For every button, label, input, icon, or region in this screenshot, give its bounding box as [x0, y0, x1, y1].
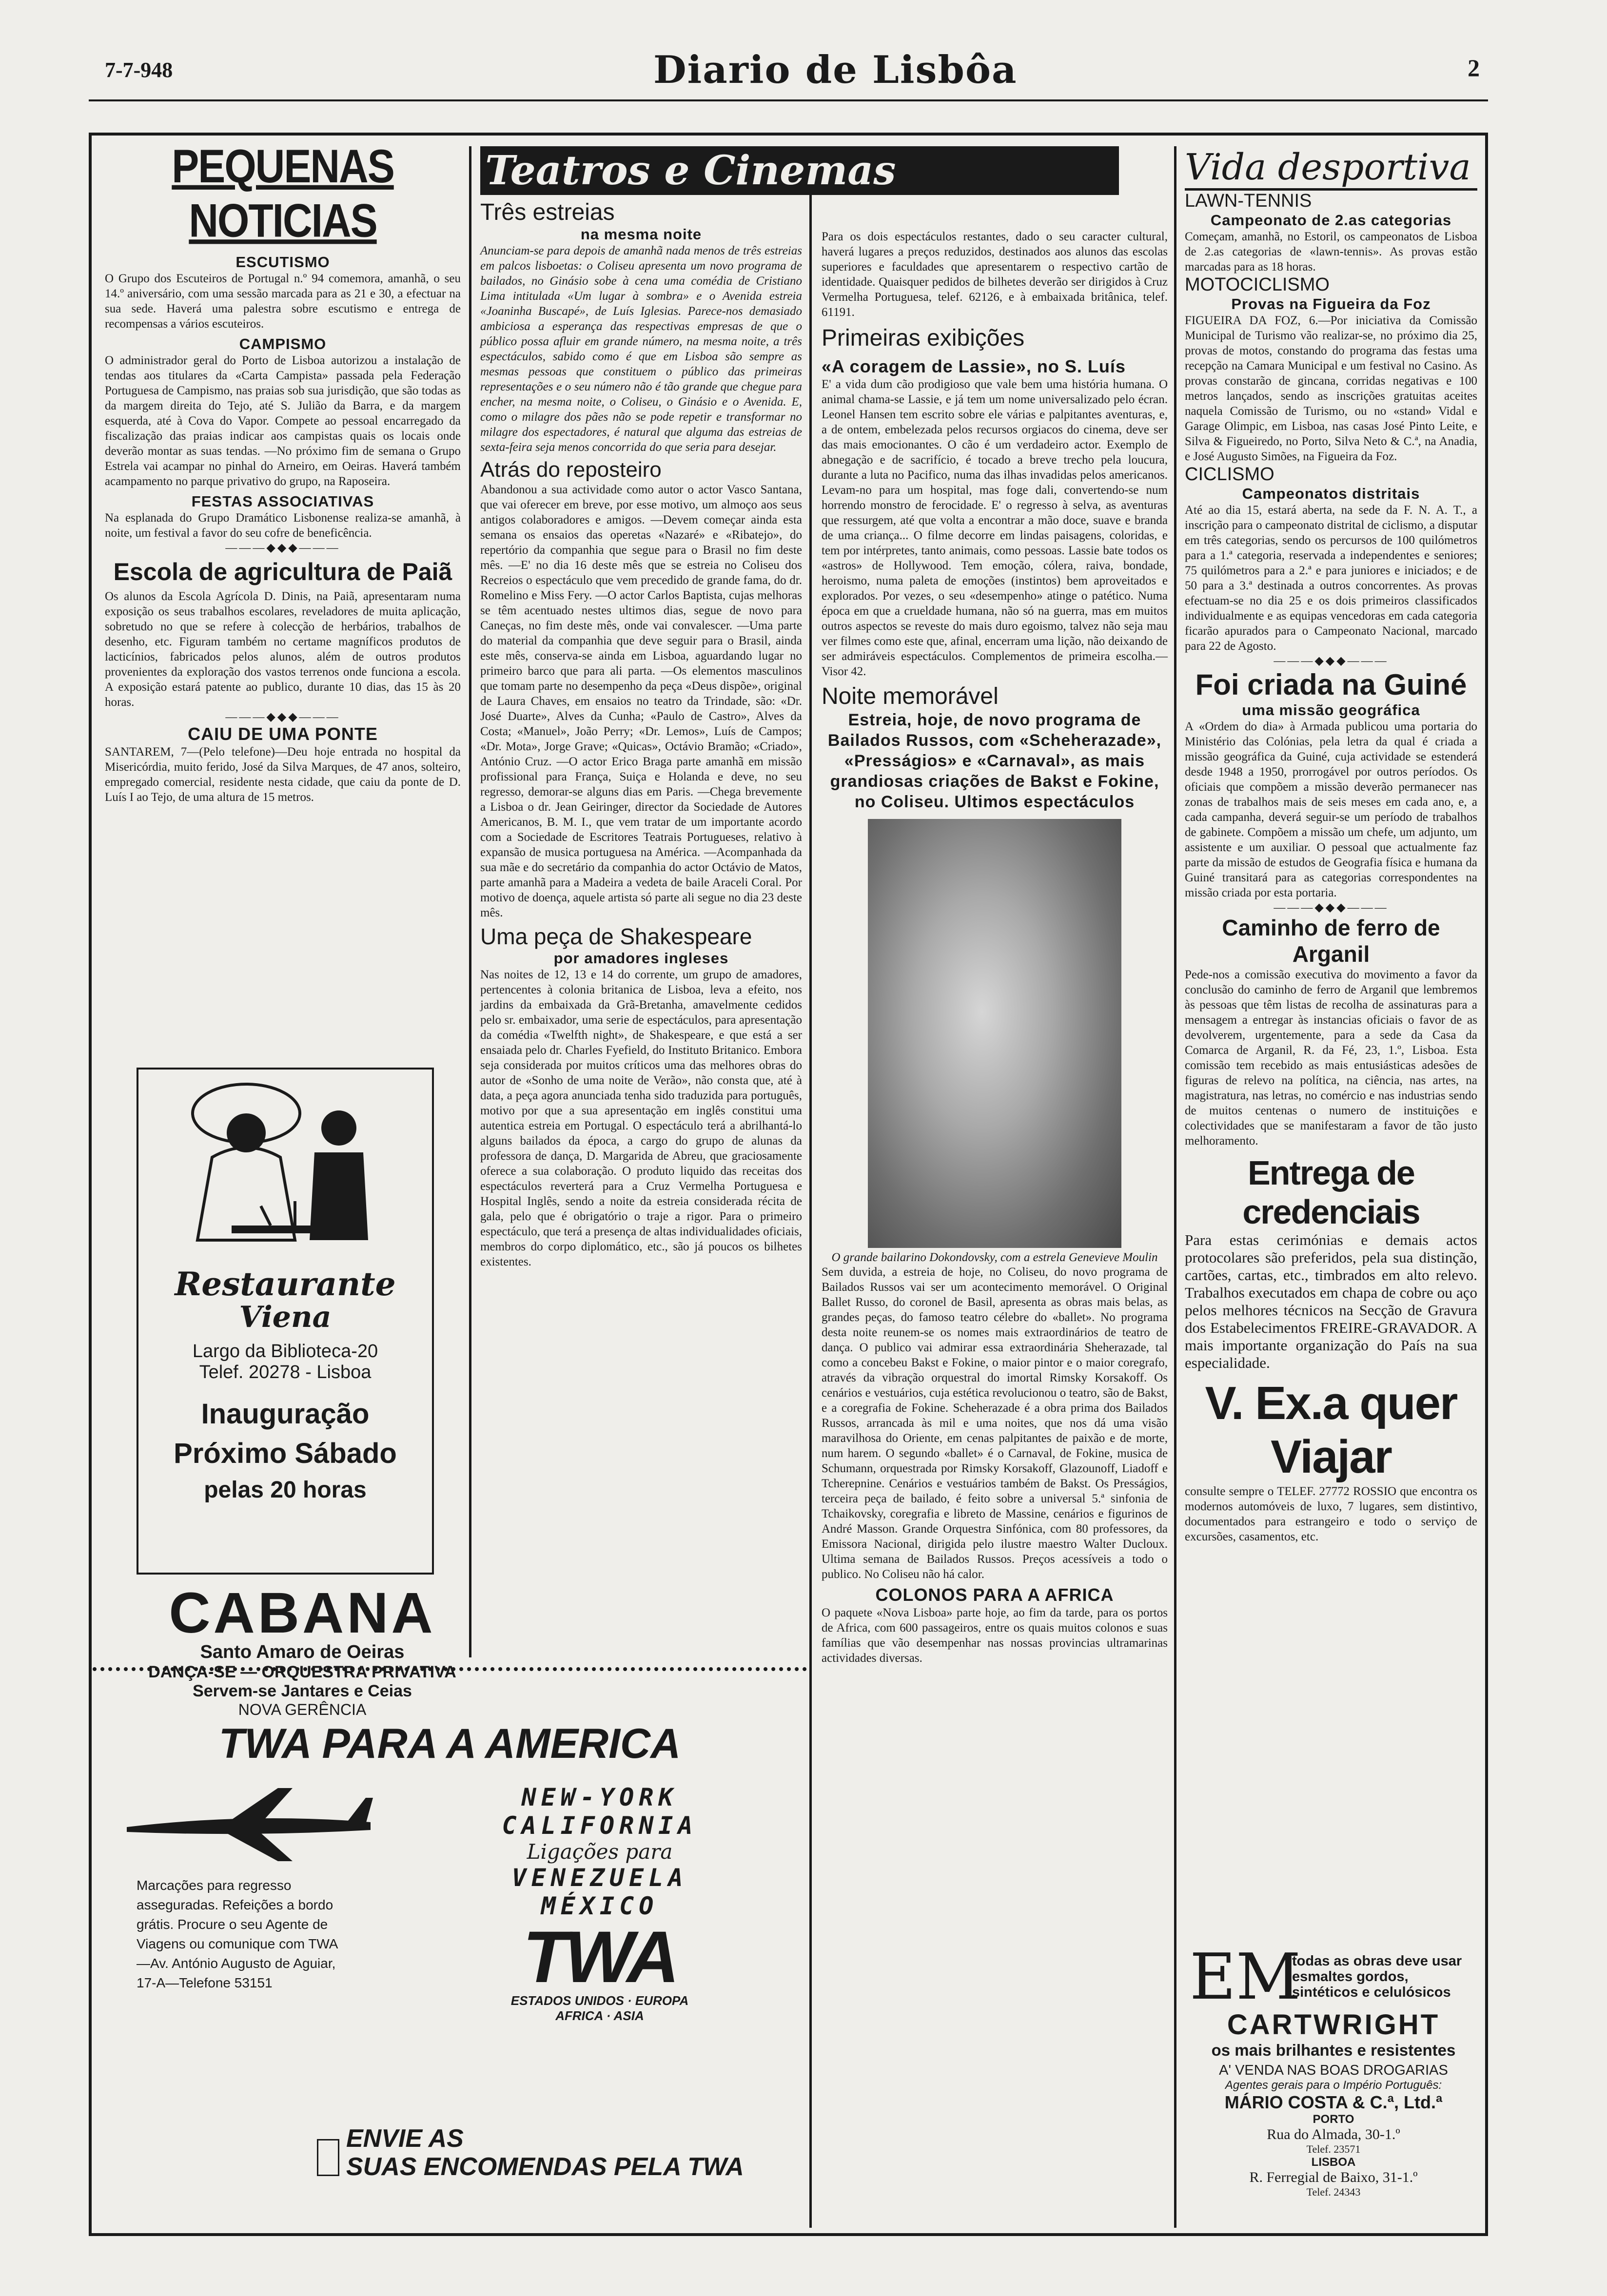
ornament-divider: ———◆◆◆———	[1274, 901, 1389, 914]
article-escutismo: O Grupo dos Escuteiros de Portugal n.º 94 comemora, amanhã, o seu 14.º aniversário, com uma sessão marcada para as 21 e 30, a efectuar na sua sede. Haverá uma palestra sobre escutismo e entrega de recompensas a vários escuteiros.	[105, 272, 461, 331]
page-number: 2	[1468, 54, 1480, 81]
subhead-amadores: por amadores ingleses	[553, 950, 729, 967]
article-credenciais: Para estas cerimónias e demais actos protocolares são preferidos, pela sua distinção, cartões, cartas, etc., timbrados em alto relevo. Trabalhos executados em chapa de cobre ou aço pelos melhores técnicos na Secção de Gravura dos Estabelecimentos FREIRE-GRAVADOR. A mais importante organização do País na sua especialidade.	[1185, 1231, 1477, 1371]
cabana-name: CABANA	[169, 1581, 436, 1645]
article-campismo: O administrador geral do Porto de Lisboa autorizou a instalação de tendas aos titulares da «Carta Campista» passada pela Federação Portuguesa de Campismo, nas praias sob sua jurisdição, que são todas as da margem direita do Tejo, até S. Julião da Barra, e da margem esquerda, até à Cova do Vapor. Compete ao pessoal encarregado da fiscalização das praias indicar aos campistas quais os locais onde deverão montar as suas tendas. —No próximo fim de semana o Grupo Estrela vai acampar no pinhal do Arneiro, em Oeiras. Haverá também acampamento no parque privativo do grupo, na Raposeira.	[105, 354, 461, 488]
headline-shakespeare: Uma peça de Shakespeare	[480, 924, 752, 949]
headline-credenciais: Entrega de credenciais	[1242, 1154, 1420, 1231]
headline-lassie: «A coragem de Lassie», no S. Luís	[822, 356, 1126, 376]
article-festas: Na esplanada do Grupo Dramático Lisbonense realiza-se amanhã, à noite, um festival a favor do seu cofre de beneficência.	[105, 511, 461, 540]
cartwright-brand: CARTWRIGHT	[1227, 2009, 1440, 2041]
headline-paia: Escola de agricultura de Paiã	[113, 558, 452, 585]
article-colonos: O paquete «Nova Lisboa» parte hoje, ao fim da tarde, para os portos de Africa, com 600 passageiros, entre os quais muitos colonos e suas famílias que vão desempenhar nas nossas provincias ultramarinas actividades diversas.	[822, 1606, 1168, 1665]
twa-california: CALIFORNIA	[502, 1811, 698, 1840]
subhead-ponte: CAIU DE UMA PONTE	[188, 724, 378, 744]
twa-newyork: NEW-YORK	[521, 1783, 678, 1811]
article-bailados: Sem duvida, a estreia de hoje, no Coliseu, do novo programa de Bailados Russos vai ser um acontecimento memorável. O Original Ballet Russo, do coronel de Basil, apresenta as obras mais belas, as grandes peças, do famoso teatro célebre do «ballet». No programa desta noite reunem-se os nomes mais extraordinários de teatro de dança. O publico vai admirar essa extraordinária Sheherazade, tal como a concebeu Bakst e Fokine, o maior pintor e o maior coregrafo, através da vibração orquestral do imortal Rimsky Korsakoff. Os cenários e vestuários, cuja estética revolucionou o teatro, são de Bakst, e a coregrafia de Fokine. Scheherazade é a obra prima dos Bailados Russos, arrancada às mil e uma noites, que nos dá uma visão maravilhosa do Oriente, em cenas palpitantes de paixão e de morte, num harem. O segundo «ballet» é o Carnaval, de Fokine, musica de Schumann, orquestrada por Rimsky Korsakoff, Glazounoff, Liadoff e Tcherepnine. Cenários e vestuários também de Bakst. Os Presságios, terceira peça de bailado, é feito sobre a universal 5.ª sinfonia de Tchaikovsky, coregrafia e libreto de Massine, cenários e figurinos de André Masson. Grande Orquestra Sinfónica, com 80 professores, da Emissora Nacional, dirigida pelo ilustre maestro Walter Ducloux. Ultima semana de Bailados Russos. Preços acessíveis a todo o publico. No Coliseu não há calor.	[822, 1265, 1168, 1581]
cabana-dinners: Servem-se Jantares e Ceias	[193, 1682, 412, 1700]
head-tennis: Campeonato de 2.as categorias	[1210, 212, 1452, 229]
package-icon	[317, 2139, 339, 2176]
cabana-management: NOVA GERÊNCIA	[238, 1701, 367, 1718]
headline-bailados: Estreia, hoje, de novo programa de Bailados Russos, com «Scheherazade», «Presságios» e «Carnaval», as mais grandiosas criações de Bakst e Fokine, no Coliseu. Ultimos espectáculos	[827, 711, 1162, 811]
ad-cabana	[146, 1581, 458, 1718]
section-title: PEQUENAS NOTICIAS	[172, 139, 394, 247]
column-rule-2	[809, 146, 812, 2228]
cartwright-lisboa-addr: R. Ferregial de Baixo, 31-1.º	[1249, 2169, 1418, 2185]
ad-line-2: Próximo Sábado	[174, 1438, 397, 1469]
headline-reposteiro: Atrás do reposteiro	[480, 458, 662, 482]
twa-booking-text: Marcações para regresso asseguradas. Refeições a bordo grátis. Procure o seu Agente de Viagens ou comunique com TWA—Av. António Augusto de Aguiar, 17-A—Telefone 53151	[137, 1878, 338, 1990]
headline-viajar: V. Ex.a quer Viajar	[1205, 1377, 1457, 1483]
subhead-festas: FESTAS ASSOCIATIVAS	[191, 493, 374, 510]
article-ponte: SANTAREM, 7—(Pelo telefone)—Deu hoje entrada no hospital da Misericórdia, muito ferido, José da Silva Marques, de 47 anos, solteiro, empregado comercial, residente nesta cidade, que caiu da ponte de D. Luís I ao Tejo, de uma altura de 15 metros.	[105, 745, 461, 804]
restaurant-address: Largo da Biblioteca-20	[192, 1341, 378, 1362]
cabana-place: Santo Amaro de Oeiras	[200, 1642, 405, 1662]
twa-venezuela: VENEZUELA	[511, 1864, 688, 1892]
cartwright-line-3: A' VENDA NAS BOAS DROGARIAS	[1219, 2063, 1448, 2078]
restaurant-name: Restaurante	[175, 1265, 396, 1303]
teatros-banner: Teatros e Cinemas	[480, 146, 1119, 195]
ornament-divider: ———◆◆◆———	[1274, 655, 1389, 667]
cartwright-porto: PORTO	[1313, 2113, 1354, 2126]
headline-primeiras-exibicoes: Primeiras exibições	[822, 325, 1025, 351]
column-rule-1	[469, 146, 471, 1657]
ad-line-3: pelas 20 horas	[204, 1477, 367, 1503]
column-teatros	[480, 146, 896, 1269]
twa-bottom-1: ENVIE AS	[346, 2124, 464, 2153]
head-ciclismo: Campeonatos distritais	[1242, 485, 1420, 502]
cabana-dance: DANÇA-SE — ORQUESTRA PRIVATIVA	[148, 1663, 456, 1681]
twa-regions-1: ESTADOS UNIDOS · EUROPA	[510, 1993, 689, 2008]
twa-bottom-line	[346, 2124, 744, 2181]
article-viajar: consulte sempre o TELEF. 27772 ROSSIO que encontra os modernos automóveis de luxo, 7 lugares, sem distintivo, documentados para estrangeiro e todo o serviço de excursões, casamentos, etc.	[1185, 1485, 1477, 1543]
cartwright-line-2: os mais brilhantes e resistentes	[1211, 2041, 1456, 2059]
couple-illustration	[149, 1079, 422, 1265]
twa-ligacoes: Ligações para	[527, 1840, 673, 1864]
restaurant-name-2: Viena	[239, 1300, 332, 1334]
article-tres-estreias: Anunciam-se para depois de amanhã nada menos de três estreias em palcos lisboetas: o Coliseu apresenta um novo programa de bailados, no Ginásio sobe à cena uma comédia de Cristiano Lima intitulada «Um lugar à sombra» e o Avenida estreia «Joaninha Buscapé», de Luís Iglesias. Parece-nos demasiado ambiciosa a esperança das respectivas empresas de que o público possa afluir em grande número, na mesma noite, a três espectáculos, sabido como é que em Lisboa são sempre as mesmas pessoas que constituem o público das primeiras representações e o seu número não é tão grande que chegue para encher, na mesma noite, o Coliseu, o Ginásio e o Avenida. E, como o milagre dos pães não se pode repetir e transformar no milagre dos espectadores, é natural que alguma das estreias de sexta-feira seja menos concorrida do que seria para desejar.	[480, 244, 802, 454]
article-tennis: Começam, amanhã, no Estoril, os campeonatos de Lisboa de 2.as categorias de «lawn-tennis». As provas estão marcadas para as 18 horas.	[1185, 230, 1477, 273]
ad-twa	[93, 1667, 807, 2232]
subhead-campismo: CAMPISMO	[239, 335, 327, 352]
cartwright-porto-tel: Telef. 23571	[1306, 2143, 1361, 2155]
cartwright-em: EM	[1190, 1940, 1301, 2014]
twa-regions-2: AFRICA · ASIA	[555, 2008, 644, 2023]
article-guine: A «Ordem do dia» à Armada publicou uma portaria do Ministério das Colónias, pela letra da qual é criada a missão geográfica da Guiné, cuja actividade se estenderá desde 1948 a 1950, prorrogável por outros períodos. Os oficiais que compõem a missão deverão permanecer nas zonas de trabalhos mais de seis meses em cada ano, e, a cada campanha, deverá seguir-se um período de trabalhos de gabinete. Compõem a missão um chefe, um adjunto, um assistente e um auxiliar. O pessoal que actualmente faz parte da missão de estudos de Geografia física e humana da Guiné transitará para as categorias correspondentes na missão criada por esta portaria.	[1185, 720, 1477, 899]
column-rule-3	[1174, 146, 1176, 2228]
sport-ciclismo: CICLISMO	[1185, 464, 1274, 485]
article-reposteiro: Abandonou a sua actividade como autor o actor Vasco Santana, que vai oferecer em breve, por esse motivo, um almoço aos seus antigos colaboradores e amigos. —Devem começar ainda esta semana os ensaios das operetas «Nazaré» e «Ribatejo», do repertório da companhia que segue para o Brasil no fim deste mês. —E' no dia 16 deste mês que se estreia no Coliseu dos Recreios o espectáculo que vem precedido de grande fama, do dr. Romelino e Miss Fery. —O actor Carlos Baptista, cujas melhoras se têm acentuado nestes ultimos dias, segue de novo para Caneças, no fim deste mês, onde vai convalescer. —Uma parte do material da companhia que deve seguir para o Brasil, ainda este mês, conserva-se ainda em Lisboa, aguardando lugar no primeiro barco que para ali parta. —Os elementos masculinos que tomam parte no desempenho da peça «Deus dispõe», original de Laura Chaves, em ensaios no teatro da Trindade, são: «Dr. José Duarte», Alves da Cunha; «Paulo de Castro», Alves da Costa; «Manuel», João Perry; «Dr. Lemos», Luís de Campos; «Dr. Mota», Jorge Grave; «Quicas», Octávio Bramão; «Criado», António Cruz. —O actor Erico Braga parte amanhã em missão profissional para França, Suiça e Holanda e deve, no seu regresso, demorar-se alguns dias em Paris. —Chega brevemente a Lisboa o dr. Jean Geiringer, director da Sociedade de Autores Americanos, B. M. I., que vem tratar de um importante acordo com a Sociedade de Escritores Teatrais Portugueses, relativo à expansão de musica portuguesa na América. —Acompanhada da sua mãe e do secretário da companhia do actor Octávio de Matos, parte amanhã para a Madeira a vedeta de baile Araceli Coral. Por motivo de doença, aquele artista só parte ali segue no dia 23 deste mês.	[480, 483, 802, 919]
headline-colonos: COLONOS PARA A AFRICA	[875, 1585, 1114, 1605]
subhead-escutismo: ESCUTISMO	[235, 253, 330, 271]
cartwright-line-1: todas as obras deve usar esmaltes gordos, sintéticos e celulósicos	[1292, 1953, 1462, 2000]
article-shakespeare: Nas noites de 12, 13 e 14 do corrente, um grupo de amadores, pertencentes à colonia britanica de Lisboa, leva a efeito, nos jardins da embaixada da Grã-Bretanha, amavelmente cedidos pelo sr. embaixador, uma serie de espectáculos, para apresentação da comédia «Twelfth night», de Shakespeare, e que está a ser ensaiada pelo dr. Charles Fyefield, do Instituto Britanico. Embora seja considerada por muitos críticos uma das melhores obras do autor de «Sonho de uma noite de Verão», não consta que, até à data, a peça agora anunciada tenha sido traduzida para português, motivo por que a sua apresentação em inglês constitui uma autentica estreia em Portugal. O espectáculo terá a abrilhantá-lo alguns bailados da época, a cargo do grupo de alunas da professora de dança, D. Margarida de Abreu, que graciosamente oferece a sua colaboração. O produto liquido das receitas dos espectáculos reverterá para a Cruz Vermelha Portuguesa e Hospital Inglês, sendo a noite da estreia considerada récita de gala, pelo que é obrigatório o traje a rigor. Para o primeiro espectáculo, que terá a presença de altas individualidades oficiais, membros do corpo diplomático, etc., são já poucos os bilhetes existentes.	[480, 968, 802, 1268]
subhead-guine: uma missão geográfica	[1242, 701, 1420, 719]
ad-line-1: Inauguração	[201, 1398, 370, 1430]
cartwright-line-4: Agentes gerais para o Império Português:	[1225, 2079, 1442, 2092]
photo-caption: O grande bailarino Dokondovsky, com a estrela Genevieve Moulin	[831, 1251, 1158, 1264]
newspaper-title: Diario de Lisbôa	[653, 48, 1018, 92]
ornament-divider: ———◆◆◆———	[225, 542, 340, 554]
ballet-photo	[868, 819, 1121, 1248]
twa-bottom-2: SUAS ENCOMENDAS PELA TWA	[346, 2153, 744, 2181]
ad-restaurante-viena	[137, 1068, 434, 1575]
article-motociclismo: FIGUEIRA DA FOZ, 6.—Por iniciativa da Comissão Municipal de Turismo vão realizar-se, no próximo dia 25, provas de motos, constando do programa das festas uma recepção na Camara Municipal e um festival no Casino. As provas constarão de gincana, corridas negativas e 100 metros lançados, sendo as inscrições gratuitas aceites naquela Comissão de Turismo, ou no «stand» Vidal e Garage Olimpic, em Lisboa, nas casas José Pinto Leite, e Silva & Figueiredo, no Porto, Silva Neto & C.ª, na Anadia, e José Augusto Simões, na Figueira da Foz.	[1185, 314, 1477, 463]
column-pequenas-noticias	[105, 139, 461, 805]
sport-motociclismo: MOTOCICLISMO	[1185, 274, 1330, 295]
desportiva-banner: Vida desportiva	[1185, 146, 1477, 191]
ad-cartwright	[1190, 1940, 1477, 2218]
headline-arganil: Caminho de ferro de Arganil	[1222, 915, 1440, 967]
column-desportiva	[1185, 146, 1477, 1544]
airplane-illustration	[117, 1783, 380, 1866]
article-ciclismo: Até ao dia 15, estará aberta, na sede da F. N. A. T., a inscrição para o campeonato distrital de ciclismo, a disputar em três categorias, sendo os percursos de 100 quilómetros para a 1.ª categoria, reservada a independentes e seniores; 75 quilómetros para a 2.ª e para juniores e iniciados; e de 50 para a 3.ª destinada a outros concorrentes. As provas efectuam-se no dia 25 e os dois primeiros classificados individualmente e as equipas vencedoras em cada categoria ficarão apurados para o Campeonato Nacional, marcado para 22 de Agosto.	[1185, 504, 1477, 653]
issue-date: 7-7-948	[105, 58, 173, 82]
article-lassie: E' a vida dum cão prodigioso que vale bem uma história humana. O animal chama-se Lassie, e já tem um nome universalizado pelo écran. Leonel Hansen tem escrito sobre ele várias e palpitantes aventuras, e, a de ontem, embelezada pelos recursos orgiacos do cinema, deve ser das mais emocionantes. O cão é um verdadeiro actor. Exemplo de abnegação e de sacrifício, é tocado a breve trecho pela loucura, durante a luta no Pacifico, numa das ilhas invadidas pelos americanos. Levam-no para um hospital, mas foge dali, convertendo-se num horrendo monstro de ferocidade. E' o regresso à selva, as aventuras que ressurgem, até que volta a encontrar a mão doce, suave e branda de uma criança... O filme decorre em lindas paisagens, coloridas, e tem por intérpretes, tanto animais, como pessoas. Lassie bate todos os «astros» de Hollywood. Tem emoção, cólera, raiva, bondade, heroismo, numa paleta de emoções (instintos) bem aproveitados e explorados. Por vezes, o seu «desempenho» atinge o patético. Numa época em que a crueldade humana, não só na guerra, mas em muitos outros aspectos se reveste do mais duro egoismo, talvez não seja mau ver filmes como este que, afinal, encerram uma lição, não deixando de ser admiráveis espectáculos. Complementos de primeira escolha.— Visor 42.	[822, 378, 1168, 678]
article-continued: Para os dois espectáculos restantes, dado o seu caracter cultural, haverá lugares a preços reduzidos, destinados aos alunos das escolas superiores e faculdades que apresentarem o respectivo cartão de identidade. Quaisquer pedidos de bilhetes deverão ser dirigidos à Cruz Vermelha Portuguesa, telef. 62126, e à embaixada britânica, telef. 61191.	[822, 230, 1168, 319]
twa-title: TWA PARA A AMERICA	[218, 1720, 681, 1767]
twa-logo: TWA	[523, 1916, 677, 1998]
headline-tres-estreias: Três estreias	[480, 199, 615, 225]
article-paia: Os alunos da Escola Agrícola D. Dinis, na Paiã, apresentaram numa exposição os seus trabalhos escolares, reveladores de muita aplicação, sobretudo no que se refere à colecção de herbários, trabalhos de desenho, etc. Figuram também no certame magníficos produtos de lacticínios, fabricados pelos alunos, além de outros produtos provenientes da exploração dos vastos terrenos onde funciona a escola. A exposição estará patente ao publico, durante 10 dias, das 15 às 20 horas.	[105, 590, 461, 709]
ornament-divider: ———◆◆◆———	[225, 711, 340, 723]
masthead-rule	[89, 99, 1488, 101]
cartwright-agent: MÁRIO COSTA & C.ª, Ltd.ª	[1224, 2092, 1443, 2112]
head-motociclismo: Provas na Figueira da Foz	[1231, 295, 1431, 312]
twa-mexico: MÉXICO	[541, 1892, 659, 1920]
subhead-mesma-noite: na mesma noite	[580, 226, 702, 243]
cartwright-porto-addr: Rua do Almada, 30-1.º	[1267, 2126, 1400, 2142]
headline-noite-memoravel: Noite memorável	[822, 683, 999, 709]
headline-guine: Foi criada na Guiné	[1195, 668, 1467, 701]
cartwright-lisboa: LISBOA	[1311, 2156, 1356, 2169]
sport-tennis: LAWN-TENNIS	[1185, 191, 1312, 211]
twa-destinations	[463, 1783, 736, 2024]
restaurant-phone: Telef. 20278 - Lisboa	[199, 1362, 372, 1382]
cartwright-lisboa-tel: Telef. 24343	[1306, 2186, 1361, 2198]
column-cinemas	[822, 229, 1168, 1666]
article-arganil: Pede-nos a comissão executiva do movimento a favor da conclusão do caminho de ferro de Arganil que lembremos às pessoas que têm listas de recolha de assinaturas para a mensagem a entregar às instancias oficiais o favor de as devolverem, urgentemente, para a sede da Casa da Comarca de Arganil, R. da Fé, 23, 1.º, Lisboa. Esta comissão tem recebido as mais entusiásticas adesões de figuras de relevo na política, na ciência, nas artes, na magistratura, nas letras, no comércio e nas industrias sendo de muitos centenas o numero de instituições e colectividades que se manifestaram a favor de tão justo melhoramento.	[1185, 968, 1477, 1148]
